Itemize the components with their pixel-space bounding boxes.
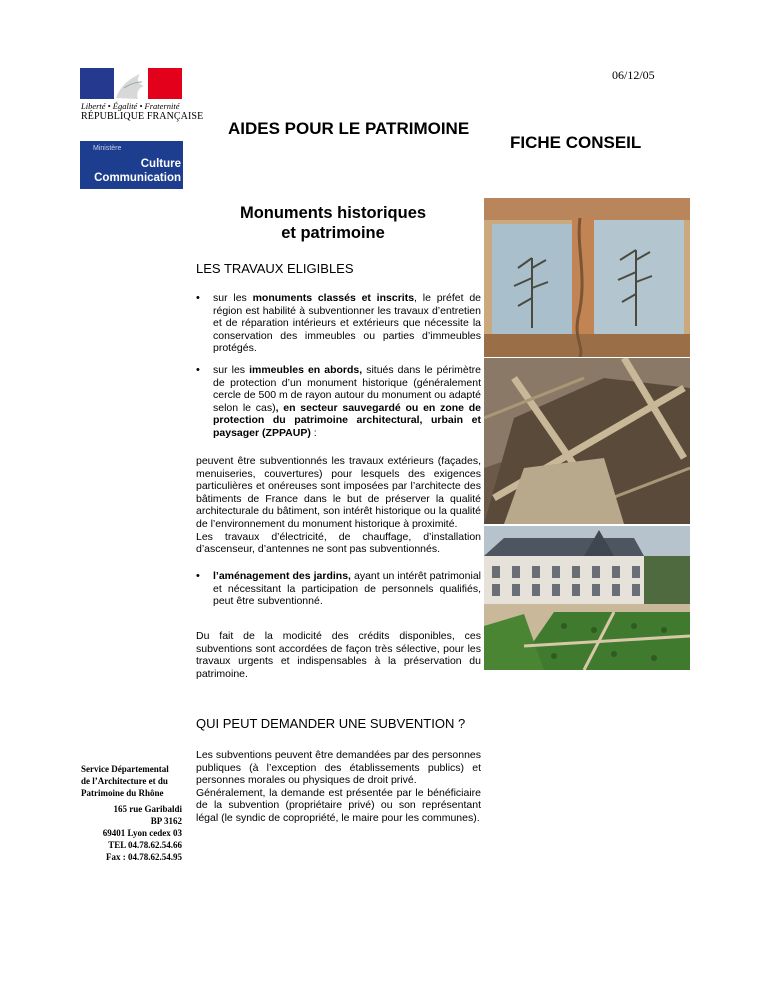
paragraph-credits: Du fait de la modicité des crédits disponibles, ces subventions sont accordées de façon très sélective, pour les travaux urgents et indispensables à la préservation du patrimoine. xyxy=(196,630,481,680)
subtitle-line-2: et patrimoine xyxy=(281,224,385,242)
logo-republique: RÉPUBLIQUE FRANÇAISE xyxy=(81,111,204,122)
paragraph-travaux-1: peuvent être subventionnés les travaux extérieurs (façades, menuiseries, couvertures) pour lesquels des exigences particulières et onéreuses sont imposées par l’architecte des bâtiments de France dans le but de préserver la qualité architecturale du bâtiment, son intérêt historique ou la qualité de l’environnement du monument historique à proximité. xyxy=(196,455,481,530)
paragraph-travaux-2: Les travaux d’électricité, de chauffage, d’installation d’ascenseur, d’antennes ne sont pas subventionnés. xyxy=(196,530,481,556)
marianne-logo xyxy=(80,68,182,99)
bullet-list-2 xyxy=(196,364,481,440)
photo-painted-wall xyxy=(484,198,690,357)
bullet-list-3 xyxy=(196,570,481,608)
photo-chateau-garden xyxy=(484,526,690,670)
section-heading-demande: QUI PEUT DEMANDER UNE SUBVENTION ? xyxy=(196,716,466,731)
section-heading-travaux: LES TRAVAUX ELIGIBLES xyxy=(196,261,354,276)
subtitle xyxy=(228,203,438,243)
subtitle-line-1: Monuments historiques xyxy=(239,204,427,222)
list-item: • sur les immeubles en abords, situés dans le périmètre de protection d’un monument historique (généralement cercle de 500 m de rayon autour du monument ou adapté selon le cas), en secteur sauvegardé ou en zone de protection du patrimoine architectural, urbain et paysager (ZPPAUP) : xyxy=(196,364,481,440)
logo-motto: Liberté • Égalité • Fraternité xyxy=(81,101,180,111)
bullet-list-1 xyxy=(196,292,481,355)
list-item: • l’aménagement des jardins, ayant un intérêt patrimonial et nécessitant la participation de personnels qualifiés, peut être subventionné. xyxy=(196,570,481,608)
service-line-1: Service Départemental xyxy=(81,764,169,774)
paragraph-demande xyxy=(196,749,481,825)
ministere-small-label: Ministère xyxy=(93,145,122,152)
document-date: 06/12/05 xyxy=(612,68,655,82)
service-line-2: de l’Architecture et du xyxy=(81,776,168,786)
list-item: • sur les monuments classés et inscrits, le préfet de région est habilité à subventionner les travaux d’entretien et de réparation intérieurs et extérieurs que nécessite la conservation des immeubles ou parties d’immeubles protégés. xyxy=(196,292,481,355)
phone-number: TEL 04.78.62.54.66 xyxy=(108,840,182,850)
page-title: AIDES POUR LE PATRIMOINE xyxy=(228,119,470,138)
ministere-communication: Communication xyxy=(94,172,181,184)
paragraph-travaux xyxy=(196,455,481,556)
photo-roof-structure xyxy=(484,358,690,524)
paragraph-demande-1: Les subventions peuvent être demandées par des personnes publiques (à l’exception des établissements publics) et personnes morales ou physiques de droit privé. xyxy=(196,749,481,787)
fiche-conseil-label: FICHE CONSEIL xyxy=(510,133,642,152)
sidebar-address xyxy=(81,803,182,863)
address-line-3: 69401 Lyon cedex 03 xyxy=(102,828,182,838)
fax-number: Fax : 04.78.62.54.95 xyxy=(106,852,182,862)
paragraph-demande-2: Généralement, la demande est présentée par le bénéficiaire de la subvention (propriétaire privé) ou son représentant légal (le syndic de copropriété, le maire pour les communes). xyxy=(196,786,481,824)
sidebar-service xyxy=(81,763,182,799)
ministere-culture: Culture xyxy=(140,158,181,170)
ministere-logo xyxy=(80,141,183,189)
service-line-3: Patrimoine du Rhône xyxy=(81,788,164,798)
address-line-2: BP 3162 xyxy=(150,816,182,826)
address-line-1: 165 rue Garibaldi xyxy=(113,804,182,814)
